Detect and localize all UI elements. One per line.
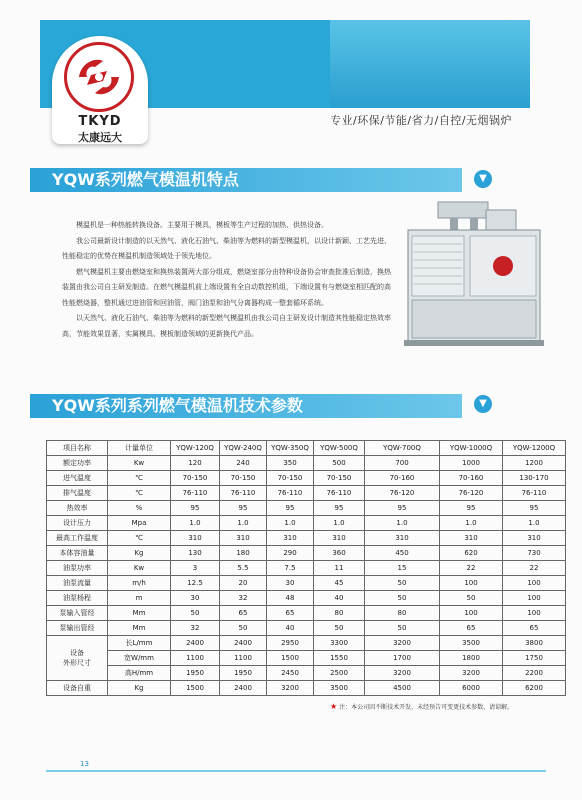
table-row — [47, 681, 566, 696]
table-cell: 宽W/mm — [108, 651, 171, 666]
table-cell: 额定功率 — [47, 456, 108, 471]
table-cell: 95 — [314, 501, 365, 516]
table-row — [47, 621, 566, 636]
footer-line — [46, 770, 546, 772]
column-header: YQW-240Q — [220, 441, 267, 456]
table-cell: 油泵杨程 — [47, 591, 108, 606]
table-cell: 50 — [365, 576, 440, 591]
table-cell: 730 — [503, 546, 566, 561]
table-cell: 最高工作温度 — [47, 531, 108, 546]
table-cell: 泵输入管经 — [47, 606, 108, 621]
table-row — [47, 651, 566, 666]
table-cell: 3800 — [503, 636, 566, 651]
table-cell: 1000 — [440, 456, 503, 471]
table-cell: 310 — [314, 531, 365, 546]
table-cell: 70-150 — [171, 471, 220, 486]
table-cell: 70-150 — [314, 471, 365, 486]
table-cell: 95 — [267, 501, 314, 516]
table-cell: 180 — [220, 546, 267, 561]
table-cell: 6200 — [503, 681, 566, 696]
table-cell: 65 — [503, 621, 566, 636]
brand-logo — [52, 36, 148, 144]
table-row — [47, 531, 566, 546]
table-cell: 2200 — [503, 666, 566, 681]
table-cell: 1550 — [314, 651, 365, 666]
table-cell: 310 — [440, 531, 503, 546]
table-row — [47, 561, 566, 576]
table-cell: 1.0 — [365, 516, 440, 531]
table-row — [47, 636, 566, 651]
table-cell: 95 — [220, 501, 267, 516]
table-cell: 1500 — [171, 681, 220, 696]
table-cell: 6000 — [440, 681, 503, 696]
table-cell: 油泵流量 — [47, 576, 108, 591]
table-cell: 76-110 — [267, 486, 314, 501]
column-header: 计量单位 — [108, 441, 171, 456]
paragraph: 我公司最新设计制造的以天然气、液化石油气、柴油等为燃料的新型模温机，以设计新颖、工艺先进、性能稳定的优势在模温机制造领域处于领先地位。 — [62, 236, 391, 260]
table-row — [47, 501, 566, 516]
table-cell: 620 — [440, 546, 503, 561]
table-row — [47, 486, 566, 501]
table-cell: 65 — [440, 621, 503, 636]
table-row — [47, 546, 566, 561]
table-cell: 1.0 — [171, 516, 220, 531]
table-cell: 40 — [267, 621, 314, 636]
section-title-features: YQW系列燃气模温机特点 — [30, 168, 462, 192]
table-cell: 11 — [314, 561, 365, 576]
table-cell: 310 — [365, 531, 440, 546]
table-cell: 22 — [440, 561, 503, 576]
table-cell: 2500 — [314, 666, 365, 681]
table-cell: ℃ — [108, 486, 171, 501]
note-text: 注：本公司因不断技术开发，未经预告可变更技术参数，请谅解。 — [339, 704, 514, 711]
product-photo — [400, 200, 548, 350]
column-header: YQW-1200Q — [503, 441, 566, 456]
chevron-down-icon: ▼ — [474, 395, 492, 413]
table-cell: 80 — [314, 606, 365, 621]
table-cell: 50 — [220, 621, 267, 636]
table-cell: 1700 — [365, 651, 440, 666]
table-cell: 排气温度 — [47, 486, 108, 501]
table-cell: 3200 — [267, 681, 314, 696]
table-cell: 70-160 — [440, 471, 503, 486]
table-cell: 50 — [171, 606, 220, 621]
table-cell: 95 — [440, 501, 503, 516]
table-cell: 48 — [267, 591, 314, 606]
table-cell: 290 — [267, 546, 314, 561]
table-cell: 设计压力 — [47, 516, 108, 531]
table-cell: 2400 — [220, 636, 267, 651]
table-cell: 1200 — [503, 456, 566, 471]
table-cell: 3 — [171, 561, 220, 576]
table-cell: 45 — [314, 576, 365, 591]
table-cell: 100 — [440, 576, 503, 591]
table-cell: 本体容油量 — [47, 546, 108, 561]
table-cell: Kw — [108, 561, 171, 576]
table-cell: Mpa — [108, 516, 171, 531]
spec-table — [46, 440, 566, 696]
table-cell: 310 — [267, 531, 314, 546]
table-cell: 80 — [365, 606, 440, 621]
table-cell: 30 — [267, 576, 314, 591]
table-cell: 360 — [314, 546, 365, 561]
table-cell: 40 — [314, 591, 365, 606]
table-cell: Kw — [108, 456, 171, 471]
table-cell: 高H/mm — [108, 666, 171, 681]
table-cell: 76-110 — [171, 486, 220, 501]
table-cell: 65 — [220, 606, 267, 621]
page-number: 13 — [80, 760, 89, 768]
table-cell: 50 — [365, 621, 440, 636]
table-row — [47, 666, 566, 681]
table-cell: 76-110 — [503, 486, 566, 501]
table-cell: 76-120 — [440, 486, 503, 501]
table-cell: 3500 — [440, 636, 503, 651]
table-cell: 70-160 — [365, 471, 440, 486]
table-cell: 310 — [220, 531, 267, 546]
table-cell: 3200 — [365, 666, 440, 681]
table-cell: 2400 — [220, 681, 267, 696]
table-cell: 95 — [503, 501, 566, 516]
table-cell: 1950 — [171, 666, 220, 681]
chevron-down-icon: ▼ — [474, 170, 492, 188]
table-cell: 310 — [171, 531, 220, 546]
table-cell: 油泵功率 — [47, 561, 108, 576]
table-cell: Mm — [108, 606, 171, 621]
table-cell: 32 — [171, 621, 220, 636]
star-icon: ★ — [330, 702, 338, 711]
table-cell: 设备 外形尺寸 — [47, 636, 108, 681]
table-cell: 3500 — [314, 681, 365, 696]
table-cell: 100 — [440, 606, 503, 621]
table-cell: 76-110 — [220, 486, 267, 501]
table-cell: ℃ — [108, 531, 171, 546]
table-cell: 1100 — [171, 651, 220, 666]
table-cell: 70-150 — [267, 471, 314, 486]
table-cell: 设备自重 — [47, 681, 108, 696]
table-row — [47, 606, 566, 621]
brand-name-en: TKYD — [78, 114, 122, 129]
table-cell: 32 — [220, 591, 267, 606]
disclaimer-note — [330, 702, 513, 711]
table-cell: 4500 — [365, 681, 440, 696]
table-cell: 100 — [503, 576, 566, 591]
table-cell: 12.5 — [171, 576, 220, 591]
table-cell: 1.0 — [220, 516, 267, 531]
column-header: 项目名称 — [47, 441, 108, 456]
table-cell: 30 — [171, 591, 220, 606]
table-cell: 130 — [171, 546, 220, 561]
paragraph: 以天然气、液化石油气、柴油等为燃料的新型燃气模温机由我公司自主研发设计制造其性能稳定热效率高，节能效果显著，实属模具、模板制造领域的更新换代产品。 — [62, 314, 391, 338]
table-header-row — [47, 441, 566, 456]
table-cell: 95 — [365, 501, 440, 516]
table-cell: Kg — [108, 681, 171, 696]
table-cell: 100 — [503, 591, 566, 606]
table-cell: 100 — [503, 606, 566, 621]
table-cell: 70-150 — [220, 471, 267, 486]
table-cell: 3300 — [314, 636, 365, 651]
table-cell: 2950 — [267, 636, 314, 651]
table-cell: 1750 — [503, 651, 566, 666]
table-cell: 240 — [220, 456, 267, 471]
paragraph: 燃气模温机主要由燃烧室和换热装置两大部分组成，燃烧室部分由特种设备协会审查批准后制造，换热装置由我公司自主研发制造。在燃气模温机前上端设置有全自动数控机组，下端设置有与燃烧室相匹配的高性能燃烧器，整机通过进油管和回油管，阀门油泵和油气分离器构成一整套循环系统。 — [62, 267, 391, 307]
table-row — [47, 456, 566, 471]
table-cell: 5.5 — [220, 561, 267, 576]
table-cell: 热效率 — [47, 501, 108, 516]
slogan: 专业/环保/节能/省力/自控/无烟锅炉 — [330, 114, 513, 127]
table-cell: 76-110 — [314, 486, 365, 501]
table-cell: 22 — [503, 561, 566, 576]
table-cell: 500 — [314, 456, 365, 471]
table-cell: 1.0 — [440, 516, 503, 531]
table-cell: 120 — [171, 456, 220, 471]
table-cell: 2450 — [267, 666, 314, 681]
table-cell: 700 — [365, 456, 440, 471]
column-header: YQW-350Q — [267, 441, 314, 456]
table-cell: 95 — [171, 501, 220, 516]
table-cell: 76-120 — [365, 486, 440, 501]
section-title-specs: YQW系列系列燃气模温机技术参数 — [30, 394, 462, 418]
table-row — [47, 471, 566, 486]
features-description — [62, 218, 392, 342]
column-header: YQW-700Q — [365, 441, 440, 456]
table-cell: 1.0 — [503, 516, 566, 531]
table-cell: % — [108, 501, 171, 516]
table-cell: 1950 — [220, 666, 267, 681]
table-row — [47, 516, 566, 531]
column-header: YQW-500Q — [314, 441, 365, 456]
table-cell: 50 — [314, 621, 365, 636]
table-row — [47, 591, 566, 606]
table-cell: 20 — [220, 576, 267, 591]
table-cell: 1.0 — [314, 516, 365, 531]
column-header: YQW-120Q — [171, 441, 220, 456]
table-row — [47, 576, 566, 591]
table-cell: 350 — [267, 456, 314, 471]
table-cell: 长L/mm — [108, 636, 171, 651]
table-cell: 1100 — [220, 651, 267, 666]
table-cell: Mm — [108, 621, 171, 636]
table-cell: 3200 — [365, 636, 440, 651]
column-header: YQW-1000Q — [440, 441, 503, 456]
table-cell: m — [108, 591, 171, 606]
table-cell: m/h — [108, 576, 171, 591]
table-cell: 进气温度 — [47, 471, 108, 486]
table-cell: 3200 — [440, 666, 503, 681]
paragraph: 模温机是一种热能转换设备。主要用于模具，模板等生产过程的加热、供热设备。 — [76, 221, 328, 229]
table-cell: 65 — [267, 606, 314, 621]
table-cell: 泵输出管经 — [47, 621, 108, 636]
brand-name-cn: 太康远大 — [78, 131, 122, 144]
logo-emblem-icon — [64, 42, 134, 112]
table-cell: 7.5 — [267, 561, 314, 576]
table-cell: 1.0 — [267, 516, 314, 531]
table-cell: 1800 — [440, 651, 503, 666]
table-cell: 2400 — [171, 636, 220, 651]
table-cell: 50 — [365, 591, 440, 606]
table-cell: ℃ — [108, 471, 171, 486]
table-cell: 50 — [440, 591, 503, 606]
table-cell: 450 — [365, 546, 440, 561]
table-cell: 310 — [503, 531, 566, 546]
table-cell: 130-170 — [503, 471, 566, 486]
table-cell: 15 — [365, 561, 440, 576]
table-cell: Kg — [108, 546, 171, 561]
header-band-highlight — [330, 20, 530, 108]
table-cell: 1500 — [267, 651, 314, 666]
